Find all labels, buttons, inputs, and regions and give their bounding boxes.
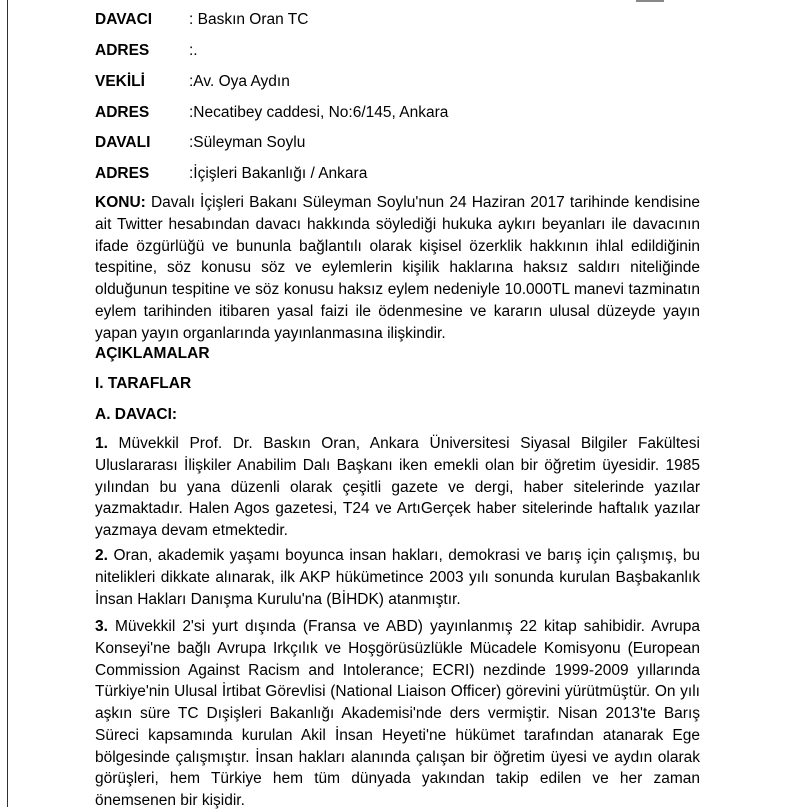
konu-paragraph — [95, 192, 700, 344]
field-value: :. — [189, 42, 198, 59]
field-adres-davaci — [95, 41, 198, 61]
field-label: ADRES — [95, 104, 150, 121]
field-adres-vekil — [95, 103, 448, 123]
paragraph-1 — [95, 433, 700, 542]
page-left-border — [7, 0, 8, 807]
field-label: ADRES — [95, 165, 150, 182]
field-davali — [95, 133, 305, 153]
field-davaci — [95, 10, 308, 30]
heading-aciklamalar: AÇIKLAMALAR — [95, 345, 210, 362]
konu-text: Davalı İçişleri Bakanı Süleyman Soylu'nun 24 Haziran 2017 tarihinde kendisine ait Twitter hesabından davacı hakkında söylediği hukuka aykırı beyanları ile davacının ifade özgürlüğü ve bununla bağlantılı olarak kişisel özerklik hakkının ihlal edildiğinin tespitine, söz konusu söz ve eylemlerin kişilik haklarına haksız saldırı niteliğinde olduğunun tespitine ve söz konusu haksız eylem nedeniyle 10.000TL manevi tazminatın eylem tarihinden itibaren yasal faizi ile ödenmesine ve kararın ulusal düzeyde yayın yapan yayın organlarında yayınlanmasına ilişkindir. — [95, 194, 700, 342]
heading-davaci: A. DAVACI: — [95, 406, 178, 423]
field-label: VEKİLİ — [95, 73, 145, 90]
paragraph-text: Müvekkil Prof. Dr. Baskın Oran, Ankara Üniversitesi Siyasal Bilgiler Fakültesi Uluslararası İlişkiler Anabilim Dalı Başkanı iken emekli olan bir öğretim üyesidir. 1985 yılından bu yana düzenli olarak çeşitli gazete ve dergi, haber sitelerinde yazılar yazmaktadır. Halen Agos gazetesi, T24 ve ArtıGerçek haber sitelerinde haftalık yazılar yazmaya devam etmektedir. — [95, 435, 700, 539]
paragraph-2 — [95, 545, 700, 610]
field-value: :Av. Oya Aydın — [189, 73, 290, 90]
field-adres-davali — [95, 164, 367, 184]
field-value: :Süleyman Soylu — [189, 134, 306, 151]
paragraph-number: 2. — [95, 547, 108, 564]
field-value: :Necatibey caddesi, No:6/145, Ankara — [189, 104, 449, 121]
paragraph-3 — [95, 616, 700, 812]
field-label: ADRES — [95, 42, 150, 59]
field-label: DAVALI — [95, 134, 151, 151]
field-label: DAVACI — [95, 11, 153, 28]
field-value: : Baskın Oran TC — [189, 11, 309, 28]
paragraph-text: Müvekkil 2'si yurt dışında (Fransa ve ABD) yayınlanmış 22 kitap sahibidir. Avrupa Konseyi'ne bağlı Avrupa Irkçılık ve Hoşgörüsüzlükle Mücadele Komisyonu (European Commission Against Racism and Intolerance; ECRI) nezdinde 1999-2009 yıllarında Türkiye'nin Ulusal İrtibat Görevlisi (National Liaison Officer) görevini yürütmüştür. On yılı aşkın süre TC Dışişleri Bakanlığı Akademisi'nde ders vermiştir. Nisan 2013'te Barış Süreci kapsamında kurulan Akil İnsan Heyeti'ne hükümet tarafından atanarak Ege bölgesinde çalışmıştır. İnsan hakları alanında çalışan bir öğretim üyesi ve aydın olarak görüşleri, hem Türkiye hem tüm dünyada yakından takip edilen ve her zaman önemsenen bir kişidir. — [95, 618, 700, 809]
field-value: :İçişleri Bakanlığı / Ankara — [189, 165, 368, 182]
paragraph-number: 1. — [95, 435, 108, 452]
field-vekili — [95, 72, 290, 92]
paragraph-number: 3. — [95, 618, 108, 635]
konu-label: KONU: — [95, 194, 146, 211]
paragraph-text: Oran, akademik yaşamı boyunca insan hakları, demokrasi ve barış için çalışmış, bu nitelikleri dikkate alınarak, ilk AKP hükümetince 2003 yılı sonunda kurulan Başbakanlık İnsan Hakları Danışma Kurulu'na (BİHDK) atanmıştır. — [95, 547, 700, 608]
heading-taraflar: I. TARAFLAR — [95, 375, 192, 392]
page-top-mark — [636, 0, 664, 2]
